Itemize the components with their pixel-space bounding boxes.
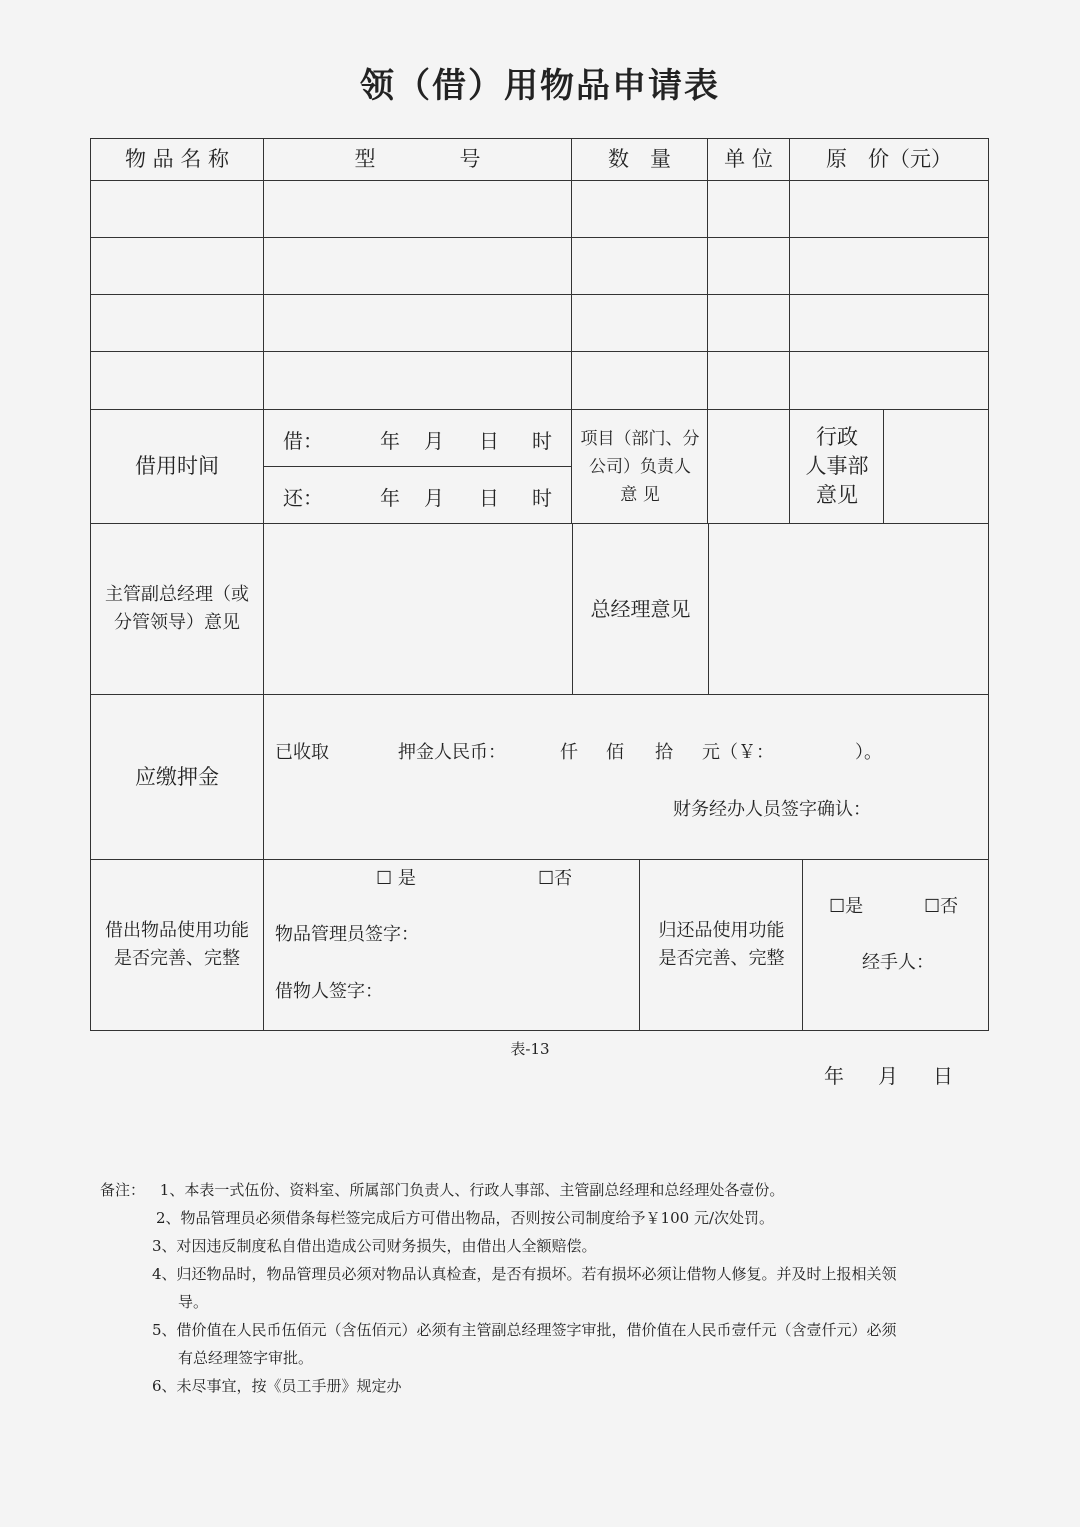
notes-section <box>100 1176 897 1400</box>
deposit-bai: 佰 <box>606 742 624 763</box>
note-row <box>100 1344 897 1372</box>
borrow-time-label: 借用时间 <box>135 454 219 478</box>
note-row <box>100 1288 897 1316</box>
gm-opinion-cell[interactable] <box>709 524 988 694</box>
project-head-line3: 意 见 <box>620 484 660 505</box>
project-head-opinion-cell[interactable] <box>708 410 789 523</box>
note-row <box>100 1204 897 1232</box>
note-item: 4、归还物品时，物品管理员必须对物品认真检查，是否有损坏。若有损坏必须让借物人修复。并及时上报相关领 <box>152 1265 897 1283</box>
table-number: 表-13 <box>510 1040 550 1058</box>
header-item-name: 物 品 名 称 <box>124 146 230 171</box>
deposit-shi: 拾 <box>655 742 673 763</box>
lend-no-checkbox[interactable]: ☐否 <box>538 868 573 889</box>
return-function-label <box>640 859 803 1031</box>
gm-opinion-label: 总经理意见 <box>590 596 691 621</box>
note-row <box>100 1316 897 1344</box>
borrower-sign-label: 借物人签字： <box>275 981 383 1002</box>
admin-hr-line1: 行政 <box>816 425 858 449</box>
borrow-month: 月 <box>424 429 444 453</box>
item-name-cell[interactable] <box>91 352 263 409</box>
deputy-gm-label <box>90 523 264 695</box>
deposit-label: 应缴押金 <box>135 764 219 789</box>
notes-prefix: 备注： <box>100 1181 146 1199</box>
deputy-gm-line2: 分管领导）意见 <box>114 612 240 633</box>
note-item: 3、对因违反制度私自借出造成公司财务损失，由借出人全额赔偿。 <box>152 1237 597 1255</box>
form-title: 领（借）用物品申请表 <box>360 66 720 106</box>
project-head-label <box>572 409 708 524</box>
return-hour: 时 <box>532 486 552 510</box>
admin-hr-line2: 人事部 <box>805 454 869 478</box>
return-year: 年 <box>380 486 400 510</box>
keeper-sign-label: 物品管理员签字： <box>275 924 419 945</box>
note-item: 1、本表一式伍份、资料室、所属部门负责人、行政人事部、主管副总经理和总经理处各壹份。 <box>159 1181 785 1199</box>
return-label: 还： <box>283 486 323 510</box>
header-quantity: 数 量 <box>608 146 671 171</box>
borrow-year: 年 <box>380 429 400 453</box>
header-unit: 单 位 <box>724 146 773 171</box>
note-item: 导。 <box>178 1293 209 1311</box>
return-function-line1: 归还品使用功能 <box>658 920 785 941</box>
footer-month: 月 <box>878 1064 898 1088</box>
project-head-line1: 项目（部门、分 <box>580 428 700 449</box>
project-head-line2: 公司）负责人 <box>589 456 691 477</box>
item-name-cell[interactable] <box>91 238 263 294</box>
deposit-qian: 仟 <box>560 742 578 763</box>
lend-yes-checkbox[interactable]: ☐ 是 <box>376 868 416 889</box>
note-item: 2、物品管理员必须借条每栏签完成后方可借出物品，否则按公司制度给予￥100 元/次处罚。 <box>156 1209 774 1227</box>
return-yes-checkbox[interactable]: ☐是 <box>829 896 864 917</box>
deposit-rmb: 押金人民币： <box>398 742 506 763</box>
deposit-received: 已收取 <box>275 742 329 763</box>
handler-label: 经手人： <box>862 952 934 973</box>
deposit-yuan: 元（￥： <box>702 742 774 763</box>
borrow-day: 日 <box>479 429 499 453</box>
item-name-cell[interactable] <box>91 181 263 237</box>
return-function-line2: 是否完善、完整 <box>658 948 785 969</box>
finance-sign-label: 财务经办人员签字确认： <box>673 799 871 820</box>
borrow-return-divider <box>263 466 572 467</box>
note-item: 6、未尽事宜，按《员工手册》规定办 <box>152 1377 402 1395</box>
return-day: 日 <box>479 486 499 510</box>
return-month: 月 <box>424 486 444 510</box>
admin-hr-line3: 意见 <box>816 483 858 507</box>
note-row <box>100 1260 897 1288</box>
header-price: 原 价（元） <box>826 146 952 171</box>
deputy-gm-opinion-cell[interactable] <box>264 524 572 694</box>
borrow-hour: 时 <box>532 429 552 453</box>
footer-day: 日 <box>933 1064 953 1088</box>
return-no-checkbox[interactable]: ☐否 <box>924 896 959 917</box>
note-item: 5、借价值在人民币伍佰元（含伍佰元）必须有主管副总经理签字审批，借价值在人民币壹仟元（含壹仟元）必须 <box>152 1321 897 1339</box>
admin-hr-label <box>790 409 884 524</box>
note-row <box>100 1232 897 1260</box>
admin-hr-opinion-cell[interactable] <box>884 410 988 523</box>
lend-function-label <box>90 859 264 1031</box>
note-row <box>100 1372 897 1400</box>
footer-year: 年 <box>824 1064 844 1088</box>
header-model: 型 号 <box>354 146 481 171</box>
deposit-close: ）。 <box>855 742 882 763</box>
deputy-gm-line1: 主管副总经理（或 <box>105 584 249 605</box>
note-item: 有总经理签字审批。 <box>178 1349 314 1367</box>
lend-function-line1: 借出物品使用功能 <box>105 920 249 941</box>
lend-function-line2: 是否完善、完整 <box>114 948 240 969</box>
table-border-right <box>988 138 989 1031</box>
borrow-label: 借： <box>283 429 323 453</box>
item-name-cell[interactable] <box>91 295 263 351</box>
